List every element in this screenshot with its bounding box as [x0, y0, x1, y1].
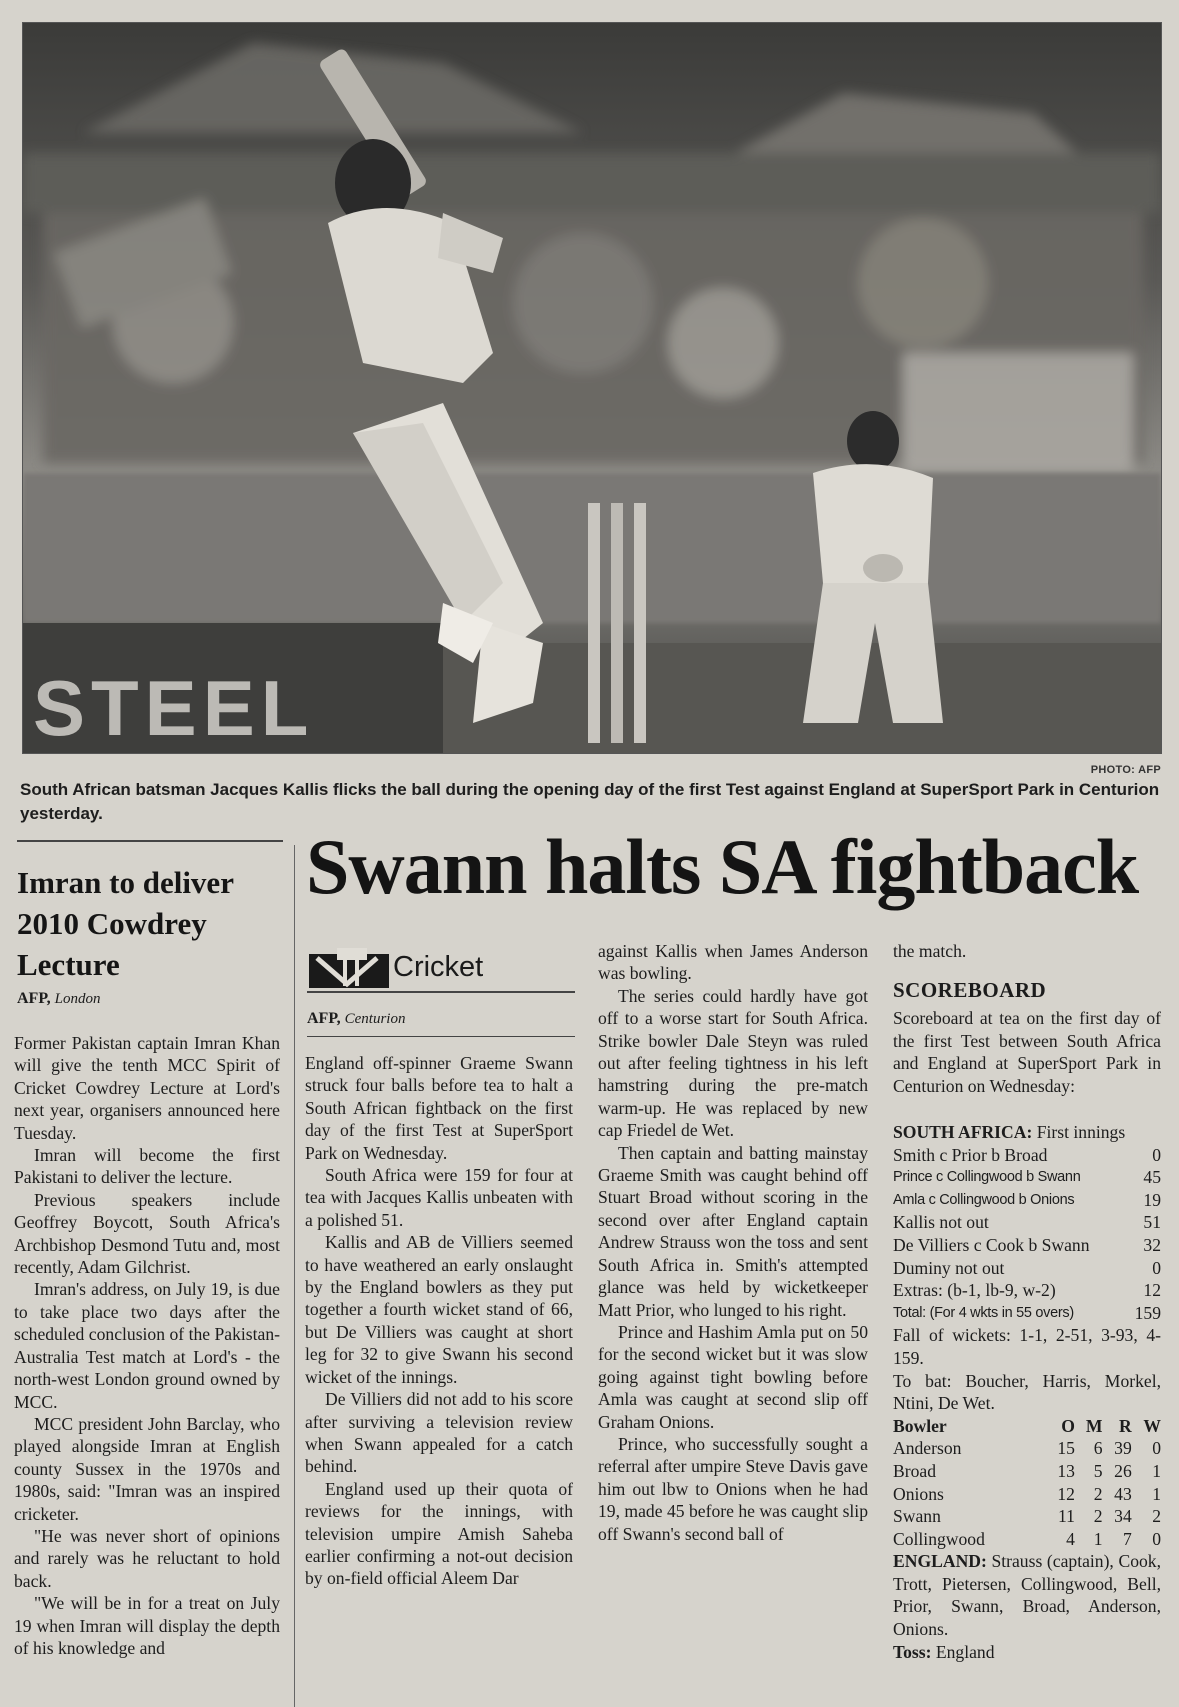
- main-column-1: [305, 1052, 573, 1590]
- divider-byline: [307, 1036, 575, 1037]
- sidebar-paragraph: Previous speakers include Geoffrey Boycott, South Africa's Archbishop Desmond Tutu and, most recently, Adam Gilchrist.: [14, 1189, 280, 1278]
- bowling-figure: 1: [1093, 1528, 1103, 1549]
- batsman-entry: Duminy not out: [893, 1257, 1005, 1278]
- bowling-figure: 34: [1114, 1506, 1132, 1527]
- bowler-name: Swann: [893, 1506, 941, 1527]
- sa-heading: [893, 1121, 1161, 1144]
- batsman-entry: Kallis not out: [893, 1212, 989, 1233]
- fall-of-wickets: Fall of wickets: 1-1, 2-51, 3-93, 4-159.: [893, 1325, 1161, 1368]
- batsman-runs: 45: [1143, 1167, 1161, 1188]
- batsman-runs: 159: [1134, 1302, 1161, 1323]
- bowling-figure: 43: [1114, 1483, 1132, 1504]
- batting-row: [893, 1166, 1161, 1189]
- main-paragraph: England used up their quota of reviews for the innings, with television umpire Amish Saheba earlier confirming a not-out decision by on-field official Aleem Dar: [305, 1478, 573, 1589]
- bowler-name: Onions: [893, 1483, 944, 1504]
- bowling-row: [893, 1460, 1161, 1483]
- bowling-figure: 2: [1093, 1506, 1103, 1527]
- sidebar-paragraph: "We will be in for a treat on July 19 when Imran will display the depth of his knowledge and: [14, 1593, 280, 1658]
- england-label: ENGLAND:: [893, 1551, 987, 1572]
- main-paragraph: England off-spinner Graeme Swann struck four balls before tea to halt a South African fightback on the first day of the first Test at SuperSport Park on Wednesday.: [305, 1053, 573, 1163]
- batting-row: [893, 1144, 1161, 1167]
- photo-caption: South African batsman Jacques Kallis flicks the ball during the opening day of the first Test against England at SuperSport Park in Centurion yesterday.: [20, 780, 1160, 823]
- photo-credit: PHOTO: AFP: [1090, 764, 1161, 776]
- batsman-runs: 12: [1143, 1280, 1161, 1301]
- to-bat: To bat: Boucher, Harris, Morkel, Ntini, De Wet.: [893, 1370, 1161, 1414]
- bowling-figure: 13: [1057, 1460, 1075, 1481]
- bowling-header: R: [1119, 1415, 1132, 1436]
- main-byline-agency: AFP,: [307, 1010, 341, 1027]
- toss-value: England: [935, 1641, 995, 1662]
- batsman-entry: Prince c Collingwood b Swann: [893, 1169, 1081, 1186]
- main-byline-place: Centurion: [344, 1011, 406, 1027]
- batting-row: [893, 1234, 1161, 1257]
- bowling-row: [893, 1505, 1161, 1528]
- bowling-header-row: [893, 1415, 1161, 1438]
- batsman-entry: Amla c Collingwood b Onions: [893, 1191, 1075, 1208]
- batsman-entry: Extras: (b-1, lb-9, w-2): [893, 1280, 1056, 1301]
- bowling-header: M: [1085, 1415, 1103, 1436]
- batsman-runs: 0: [1152, 1144, 1161, 1165]
- bowling-figure: 11: [1057, 1506, 1075, 1527]
- bowler-name: Anderson: [893, 1438, 962, 1459]
- batsman-entry: Total: (For 4 wkts in 55 overs): [893, 1304, 1074, 1321]
- batsman-runs: 19: [1143, 1189, 1161, 1210]
- bowling-figure: 39: [1114, 1438, 1132, 1459]
- bowling-figure: 6: [1093, 1438, 1103, 1459]
- bowling-figure: 26: [1114, 1460, 1132, 1481]
- batting-row: [893, 1279, 1161, 1302]
- bowling-figure: 1: [1152, 1460, 1161, 1481]
- batsman-runs: 51: [1143, 1212, 1161, 1233]
- toss: [893, 1641, 1161, 1664]
- divider-left-top: [17, 840, 283, 842]
- cricket-photo: [22, 22, 1162, 754]
- bowling-figure: 1: [1152, 1483, 1161, 1504]
- batsman-runs: 0: [1152, 1257, 1161, 1278]
- section-label: Cricket: [393, 951, 484, 983]
- main-byline: [307, 1010, 405, 1028]
- sidebar-paragraph: MCC president John Barclay, who played alongside Imran at English county Sussex in the 1970s and 1980s, said: "Imran was an inspired cricketer.: [14, 1413, 280, 1524]
- bowling-figure: 4: [1066, 1528, 1075, 1549]
- sidebar-paragraph: Imran's address, on July 19, is due to take place two days after the scheduled conclusion of the Pakistan-Australia Test match at Lord's - the north-west London ground owned by MCC.: [14, 1279, 280, 1412]
- bowling-figure: 2: [1093, 1483, 1103, 1504]
- divider-section-logo: [307, 991, 575, 993]
- sidebar-paragraph: Imran will become the first Pakistani to deliver the lecture.: [14, 1145, 280, 1188]
- bowling-figure: 7: [1122, 1528, 1132, 1549]
- main-headline: Swann halts SA fightback: [306, 823, 1139, 910]
- sidebar-byline: [17, 990, 100, 1008]
- main-paragraph: Prince, who successfully sought a referral after umpire Steve Davis gave him out lbw to Onions when he had 19, made 45 before he was caught slip off Swann's second ball of: [598, 1433, 868, 1544]
- batsman-entry: Smith c Prior b Broad: [893, 1144, 1048, 1165]
- main-paragraph: The series could hardly have got off to a worse start for South Africa. Strike bowler Dale Steyn was ruled out after feeling tightness in his left hamstring during the pre-match warm-up. He was replaced by new cap Friedel de Wet.: [598, 985, 868, 1141]
- sidebar-body: [14, 1032, 280, 1659]
- main-column-3: [893, 940, 1161, 962]
- bowling-table: [893, 1415, 1161, 1551]
- england-players: Strauss (captain), Cook, Trott, Pietersen, Collingwood, Bell, Prior, Swann, Broad, Anderson, Onions.: [893, 1551, 1161, 1640]
- main-paragraph: South Africa were 159 for four at tea with Jacques Kallis unbeaten with a polished 51.: [305, 1165, 573, 1230]
- divider-vertical: [294, 845, 295, 1707]
- scoreboard-intro: Scoreboard at tea on the first day of the first Test between South Africa and England at SuperSport Park in Centurion on Wednesday:: [893, 1008, 1161, 1096]
- bowling-row: [893, 1528, 1161, 1551]
- board-text: STEEL: [33, 664, 315, 752]
- main-paragraph: Then captain and batting mainstay Graeme Smith was caught behind off Stuart Broad without scoring in the second over after England captain Andrew Strauss won the toss and sent South Africa in. Smith's attempted glance was held by wicketkeeper Matt Prior, who lunged to his right.: [598, 1142, 868, 1320]
- bowling-row: [893, 1437, 1161, 1460]
- bowling-figure: 2: [1152, 1506, 1161, 1527]
- sidebar-headline: Imran to deliver 2010 Cowdrey Lecture: [17, 865, 234, 982]
- sidebar-paragraph: "He was never short of opinions and rarely was he reluctant to hold back.: [14, 1525, 280, 1591]
- main-paragraph: against Kallis when James Anderson was bowling.: [598, 941, 868, 984]
- bowling-row: [893, 1483, 1161, 1506]
- england-team: [893, 1550, 1161, 1640]
- sidebar-byline-place: London: [54, 991, 101, 1007]
- bowling-figure: 0: [1152, 1438, 1161, 1459]
- bowling-body: [893, 1437, 1161, 1550]
- bowling-header: W: [1143, 1415, 1161, 1436]
- batting-row: [893, 1257, 1161, 1280]
- bowling-figure: 12: [1057, 1483, 1075, 1504]
- main-paragraph: the match.: [893, 941, 967, 961]
- sidebar-byline-agency: AFP,: [17, 990, 51, 1007]
- bowler-name: Broad: [893, 1460, 936, 1481]
- batsman-runs: 32: [1143, 1234, 1161, 1255]
- batting-rows: [893, 1144, 1161, 1325]
- main-paragraph: Prince and Hashim Amla put on 50 for the second wicket but it was slow going against tight bowling before Amla was caught at second slip off Graham Onions.: [598, 1321, 868, 1432]
- batting-row: [893, 1189, 1161, 1212]
- main-column-2: [598, 940, 868, 1545]
- bowler-name: Collingwood: [893, 1528, 985, 1549]
- bowling-figure: 15: [1057, 1438, 1075, 1459]
- main-paragraph: Kallis and AB de Villiers seemed to have weathered an early onslaught by the England bowlers as they put together a fourth wicket stand of 66, but De Villiers was caught at short leg for 32 to give Swann his second wicket of the innings.: [305, 1232, 573, 1387]
- scoreboard-batting: [893, 1121, 1161, 1663]
- bowling-header: Bowler: [893, 1415, 947, 1436]
- sidebar-paragraph: Former Pakistan captain Imran Khan will give the tenth MCC Spirit of Cricket Cowdrey Lecture at Lord's next year, organisers announced here Tuesday.: [14, 1033, 280, 1143]
- photo-illustration: [23, 23, 1161, 753]
- bowling-figure: 0: [1152, 1528, 1161, 1549]
- batting-row: [893, 1211, 1161, 1234]
- bowling-figure: 5: [1093, 1460, 1103, 1481]
- sa-innings: First innings: [1036, 1122, 1126, 1142]
- batting-row: [893, 1302, 1161, 1325]
- toss-label: Toss:: [893, 1641, 932, 1662]
- scoreboard-title: SCOREBOARD: [893, 978, 1047, 1002]
- bowling-header: O: [1061, 1415, 1075, 1436]
- sa-label: SOUTH AFRICA:: [893, 1122, 1033, 1142]
- batsman-entry: De Villiers c Cook b Swann: [893, 1234, 1090, 1255]
- main-paragraph: De Villiers did not add to his score after surviving a television review when Swann appealed for a catch behind.: [305, 1389, 573, 1477]
